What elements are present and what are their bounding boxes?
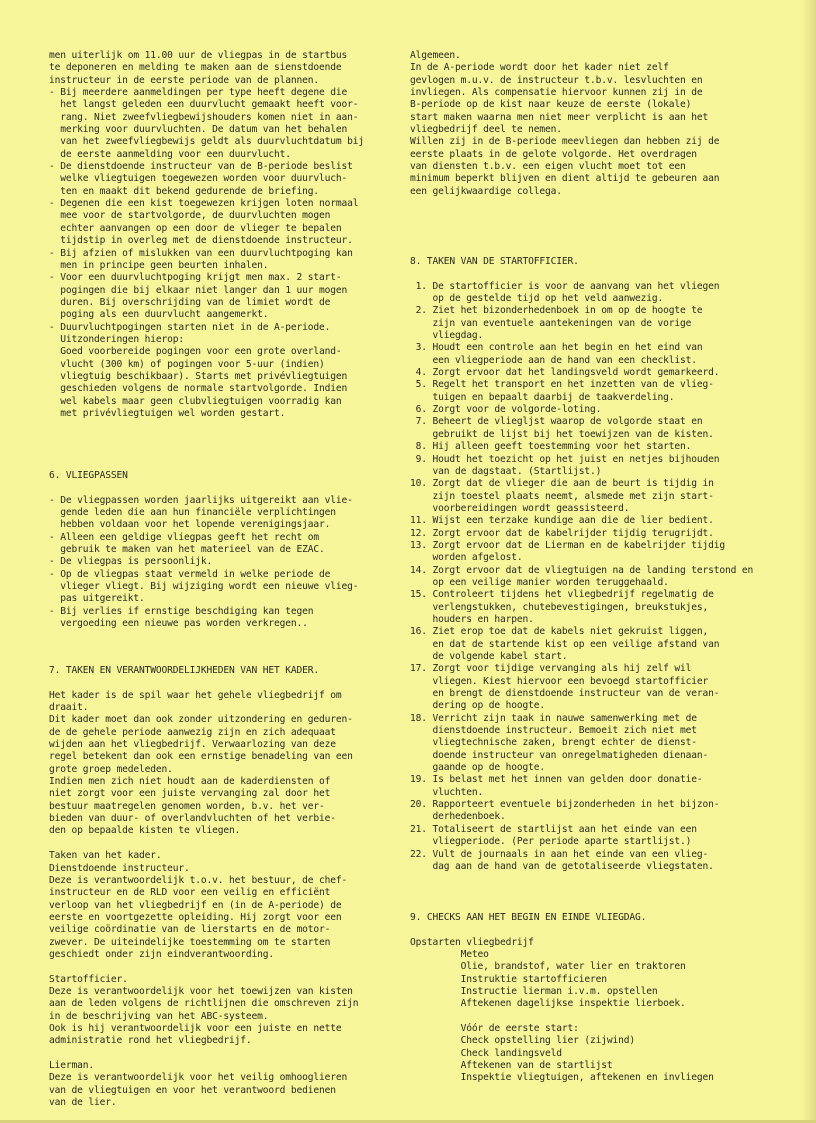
text-line: 8. Hij alleen geeft toestemming voor het starten. (410, 441, 692, 453)
text-line: met privévliegtuigen wel worden gestart. (49, 407, 286, 419)
text-line: vlieger vliegt. Bij wijziging wordt een nieuwe vlieg- (49, 581, 359, 593)
text-line (49, 482, 358, 494)
text-line: - Voor een duurvluchtpoging krijgt men max. 2 start- (49, 272, 342, 284)
text-line: draait. (49, 702, 89, 714)
text-line (49, 961, 358, 973)
text-line: voorbereidingen wordt geassisteerd. (410, 502, 630, 514)
text-line: eerste plaats in de gelote volgorde. Het overdragen (410, 148, 697, 160)
text-line: 12. Zorgt ervoor dat de kabelrijder tijdig terugrijdt. (410, 527, 714, 539)
text-line: Check landingsveld (410, 1047, 562, 1059)
text-line: - Op de vliegpas staat vermeld in welke periode de (49, 568, 331, 580)
right-column-block (410, 912, 714, 1085)
text-line: rang. Niet zweefvliegbewijshouders komen niet in aan- (49, 111, 359, 123)
text-line: van diensten t.b.v. een eigen vlucht moet tot een (410, 161, 686, 173)
text-line: B-periode op de kist naar keuze de eerste (lokale) (410, 99, 692, 111)
text-line: vergoeding een nieuwe pas worden verkregen.. (49, 618, 308, 630)
text-line: een gelijkwaardige collega. (410, 185, 562, 197)
text-line: geschiedt onder zijn eindverantwoording. (49, 948, 275, 960)
page-edge-shadow (802, 0, 816, 1123)
text-line: een vliegperiode aan de hand van een checklist. (410, 354, 697, 366)
text-line: Aftekenen dagelijkse inspektie lierboek. (410, 998, 686, 1010)
text-line: pas uitgereikt. (49, 593, 145, 605)
text-line: Taken van het kader. (49, 850, 162, 862)
text-line (49, 838, 358, 850)
text-line: en brengt de dienstdoende instructeur van de veran- (410, 688, 720, 700)
text-line: Meteo (410, 949, 489, 961)
text-line: start maken waarna men niet meer verplicht is aan het (410, 111, 709, 123)
text-line: regel betekent dan ook een ernstige benadeling van een (49, 751, 353, 763)
text-line: Opstarten vliegbedrijf (410, 936, 534, 948)
text-line: invliegen. Als compensatie hiervoor kunnen zij in de (410, 87, 703, 99)
text-line: duren. Bij overschrijding van de limiet wordt de (49, 296, 331, 308)
text-line: Deze is verantwoordelijk voor het toewijzen van kisten (49, 985, 353, 997)
text-line: Instruktie startofficieren (410, 973, 607, 985)
text-line: 13. Zorgt ervoor dat de Lierman en de kabelrijder tijdig (410, 539, 726, 551)
text-line: 6. VLIEGPASSEN (49, 470, 128, 481)
text-line: de de gehele periode aanwezig zijn en zich adequaat (49, 726, 336, 738)
text-line (410, 924, 714, 936)
text-line: in de beschrijving van het ABC-systeem. (49, 1010, 269, 1022)
text-line: 5. Regelt het transport en het inzetten van de vlieg- (410, 379, 714, 391)
text-line: Deze is verantwoordelijk t.o.v. het bestuur, de chef- (49, 874, 348, 886)
text-line: Startofficier. (49, 973, 128, 985)
text-line: doende instructeur van onregelmatigheden dienaan- (410, 749, 709, 761)
text-line: Lierman. (49, 1060, 95, 1071)
text-line: 3. Houdt een controle aan het begin en het eind van (410, 342, 703, 354)
text-line: 11. Wijst een terzake kundige aan die de lier bedient. (410, 515, 714, 527)
text-line: Willen zij in de B-periode meevliegen dan hebben zij de (410, 136, 720, 148)
text-line: gevlogen m.u.v. de instructeur t.b.v. lesvluchten en (410, 74, 703, 86)
text-line: 1. De startofficier is voor de aanvang van het vliegen (410, 280, 720, 292)
text-line: 21. Totaliseert de startlijst aan het einde van een (410, 823, 697, 835)
text-line: 16. Ziet erop toe dat de kabels niet gekruist liggen, (410, 626, 709, 638)
text-line: den op bepaalde kisten te vliegen. (49, 825, 241, 837)
text-line: het langst geleden een duurvlucht gemaakt heeft voor- (49, 99, 359, 111)
text-line: zijn van eventuele aantekeningen van de vorige (410, 317, 692, 329)
text-line: men in principe geen beurten inhalen. (49, 259, 269, 271)
left-column-block (49, 665, 358, 1109)
text-line: op de gestelde tijd op het veld aanwezig. (410, 293, 664, 305)
text-line: Dienstdoende instructeur. (49, 862, 190, 874)
text-line: gende leden die aan hun financiële verplichtingen (49, 507, 336, 519)
text-line: vliegtuig beschikbaar). Starts met privévliegtuigen (49, 370, 348, 382)
text-line: Algemeen. (410, 50, 461, 61)
text-line: poging als een duurvlucht aangemerkt. (49, 309, 269, 321)
text-line: houders en harpen. (410, 613, 534, 625)
text-line: eerste en voortgezette opleiding. Hij zorgt voor een (49, 911, 342, 923)
text-line: gebruik te maken van het materieel van de EZAC. (49, 544, 325, 556)
text-line: Vóór de eerste start: (410, 1023, 579, 1035)
text-line: 9. Houdt het toezicht op het juist en netjes bijhouden (410, 453, 720, 465)
text-line: Deze is verantwoordelijk voor het veilig omhooglieren (49, 1072, 348, 1084)
text-line: instructeur en de RLD voor een veilig en efficiënt (49, 887, 331, 899)
text-line: wijden aan het vliegbedrijf. Verwaarlozing van deze (49, 739, 336, 751)
text-line: In de A-periode wordt door het kader niet zelf (410, 62, 669, 74)
text-line: 22. Vult de journaals in aan het einde van een vlieg- (410, 848, 709, 860)
text-line: Check opstelling lier (zijwind) (410, 1035, 636, 1047)
text-line: Goed voorbereide pogingen voor een grote overland- (49, 346, 342, 358)
text-line: dag aan de hand van de getotaliseerde vliegstaten. (410, 860, 714, 872)
text-line: gebruikt de lijst bij het toewijzen van de kisten. (410, 428, 714, 440)
right-column-block (410, 256, 753, 873)
text-line: 9. CHECKS AAN HET BEGIN EN EINDE VLIEGDAG. (410, 912, 647, 923)
text-line: 10. Zorgt dat de vlieger die aan de beurt is tijdig in (410, 478, 714, 490)
text-line: vluchten. (410, 786, 484, 798)
text-line: de eerste aanmelding voor een duurvlucht. (49, 148, 291, 160)
text-line: 7. Beheert de vliegljst waarop de volgorde staat en (410, 416, 703, 428)
text-line: 8. TAKEN VAN DE STARTOFFICIER. (410, 256, 579, 267)
text-line: verlengstukken, chutebevestigingen, breukstukjes, (410, 601, 709, 613)
text-line: - Bij meerdere aanmeldingen per type heeft degene die (49, 87, 348, 99)
text-line: grote groep medeleden. (49, 763, 173, 775)
text-line: en dat de startende kist op een veilige afstand van (410, 638, 720, 650)
text-line: zijn toestel plaats neemt, alsmede met zijn start- (410, 490, 714, 502)
text-line: echter aanvangen op een door de vlieger te bepalen (49, 222, 342, 234)
text-line: van de lier. (49, 1097, 117, 1109)
text-line: minimum beperkt blijven en dient altijd te gebeuren aan (410, 173, 720, 185)
text-line: 7. TAKEN EN VERANTWOORDELIJKHEDEN VAN HET KADER. (49, 665, 320, 676)
text-line: 2. Ziet het bizonderhedenboek in om op de hoogte te (410, 305, 703, 317)
text-line: wel kabels maar geen clubvliegtuigen voorradig kan (49, 395, 342, 407)
text-line: aan de leden volgens de richtlijnen die omschreven zijn (49, 998, 359, 1010)
text-line: vliegperiode. (Per periode aparte startlijst.) (410, 836, 692, 848)
text-line: van de dagstaat. (Startlijst.) (410, 465, 602, 477)
text-line: - De dienstdoende instructeur van de B-periode beslist (49, 161, 353, 173)
text-line: vliegdag. (410, 330, 484, 342)
text-line: van de vliegtuigen en voor het verantwoord bedienen (49, 1084, 336, 1096)
text-line: 14. Zorgt ervoor dat de vliegtuigen na de landing terstond en (410, 564, 754, 576)
text-line: - Duurvluchtpogingen starten niet in de A-periode. (49, 321, 331, 333)
text-line: - Bij verlies if ernstige beschdiging kan tegen (49, 605, 314, 617)
text-line: 20. Rapporteert eventuele bijzonderheden in het bijzon- (410, 799, 720, 811)
text-line: dienstdoende instructeur. Bemoeit zich niet met (410, 725, 697, 737)
text-line: men uiterlijk om 11.00 uur de vliegpas in de startbus (49, 50, 348, 61)
text-line: vlucht (300 km) of pogingen voor 5-uur (indien) (49, 358, 325, 370)
text-line: - Bij afzien of mislukken van een duurvluchtpoging kan (49, 247, 353, 259)
text-line: verloop van het vliegbedrijf en (in de A-periode) de (49, 899, 342, 911)
text-line (410, 1011, 714, 1023)
text-line: niet zorgt voor een juiste vervanging zal door het (49, 788, 331, 800)
text-line: Indien men zich niet houdt aan de kaderdiensten of (49, 776, 331, 788)
text-line: 18. Verricht zijn taak in nauwe samenwerking met de (410, 712, 697, 724)
text-line: - Alleen een geldige vliegpas geeft het recht om (49, 531, 320, 543)
text-line: Ook is hij verantwoordelijk voor een juiste en nette (49, 1022, 342, 1034)
text-line: Dit kader moet dan ook zonder uitzondering en geduren- (49, 714, 353, 726)
text-line: Aftekenen van de startlijst (410, 1060, 613, 1072)
text-line: de volgende kabel start. (410, 651, 568, 662)
text-line: veilige coördinatie van de lierstarts en de motor- (49, 924, 331, 936)
right-column-block (410, 50, 719, 198)
text-line: vliegbedrijf deel te nemen. (410, 124, 562, 136)
text-line: tijdstip in overleg met de dienstdoende instructeur. (49, 235, 353, 247)
text-line: Olie, brandstof, water lier en traktoren (410, 961, 686, 973)
text-line (49, 1048, 358, 1060)
text-line: welke vliegtuigen toegewezen worden voor duurvluch- (49, 173, 348, 185)
text-line: dering op de hoogte. (410, 700, 546, 712)
text-line: instructeur in de eerste periode van de plannen. (49, 74, 320, 86)
text-line: bieden van duur- of overlandvluchten of het verbie- (49, 813, 336, 825)
text-line: bestuur maatregelen genomen worden, b.v. het ver- (49, 800, 325, 812)
text-line: Inspektie vliegtuigen, aftekenen en invliegen (410, 1072, 714, 1084)
text-line: 15. Controleert tijdens het vliegbedrijf regelmatig de (410, 589, 714, 601)
text-line: Uitzonderingen hierop: (49, 333, 185, 345)
text-line: - Degenen die een kist toegewezen krijgen loten normaal (49, 198, 359, 210)
text-line (49, 677, 358, 689)
text-line: vliegen. Kiest hiervoor een bevoegd startofficier (410, 675, 709, 687)
text-line: derhedenboek. (410, 811, 506, 823)
text-line: 19. Is belast met het innen van gelden door donatie- (410, 774, 703, 786)
text-line: geschieden volgens de normale startvolgorde. Indien (49, 383, 348, 395)
text-line: merking voor duurvluchten. De datum van het behalen (49, 124, 348, 136)
text-line: ten en maakt dit bekend gedurende de briefing. (49, 185, 320, 197)
text-line: tuigen en bepaalt daarbij de taakverdeling. (410, 391, 675, 403)
text-line: administratie rond het vliegbedrijf. (49, 1035, 252, 1047)
left-column-block (49, 470, 358, 630)
text-line: pogingen die bij elkaar niet langer dan 1 uur mogen (49, 284, 348, 296)
text-line: Instructie lierman i.v.m. opstellen (410, 986, 658, 998)
text-line: - De vliegpas is persoonlijk. (49, 556, 213, 568)
text-line: hebben voldaan voor het lopende verenigingsjaar. (49, 519, 331, 531)
text-line (410, 268, 753, 280)
text-line: te deponeren en melding te maken aan de sienstdoende (49, 62, 342, 74)
text-line: van het zweefvliegbewijs geldt als duurvluchtdatum bij (49, 136, 365, 148)
text-line: - De vliegpassen worden jaarlijks uitgereikt aan vlie- (49, 494, 353, 506)
text-line: op een veilige manier worden teruggehaald. (410, 576, 669, 588)
text-line: Het kader is de spil waar het gehele vliegbedrijf om (49, 689, 342, 701)
text-line: vliegtechnische zaken, brengt echter de dienst- (410, 737, 697, 749)
text-line: zwever. De uiteindelijke toestemming om te starten (49, 936, 331, 948)
text-line: gaande op de hoogte. (410, 762, 546, 774)
left-column-block (49, 50, 364, 420)
text-line: worden afgelost. (410, 552, 523, 564)
text-line: mee voor de startvolgorde, de duurvluchten mogen (49, 210, 331, 222)
text-line: 4. Zorgt ervoor dat het landingsveld wordt gemarkeerd. (410, 367, 720, 379)
text-line: 6. Zorgt voor de volgorde-loting. (410, 404, 602, 416)
text-line: 17. Zorgt voor tijdige vervanging als hij zelf wil (410, 663, 692, 675)
